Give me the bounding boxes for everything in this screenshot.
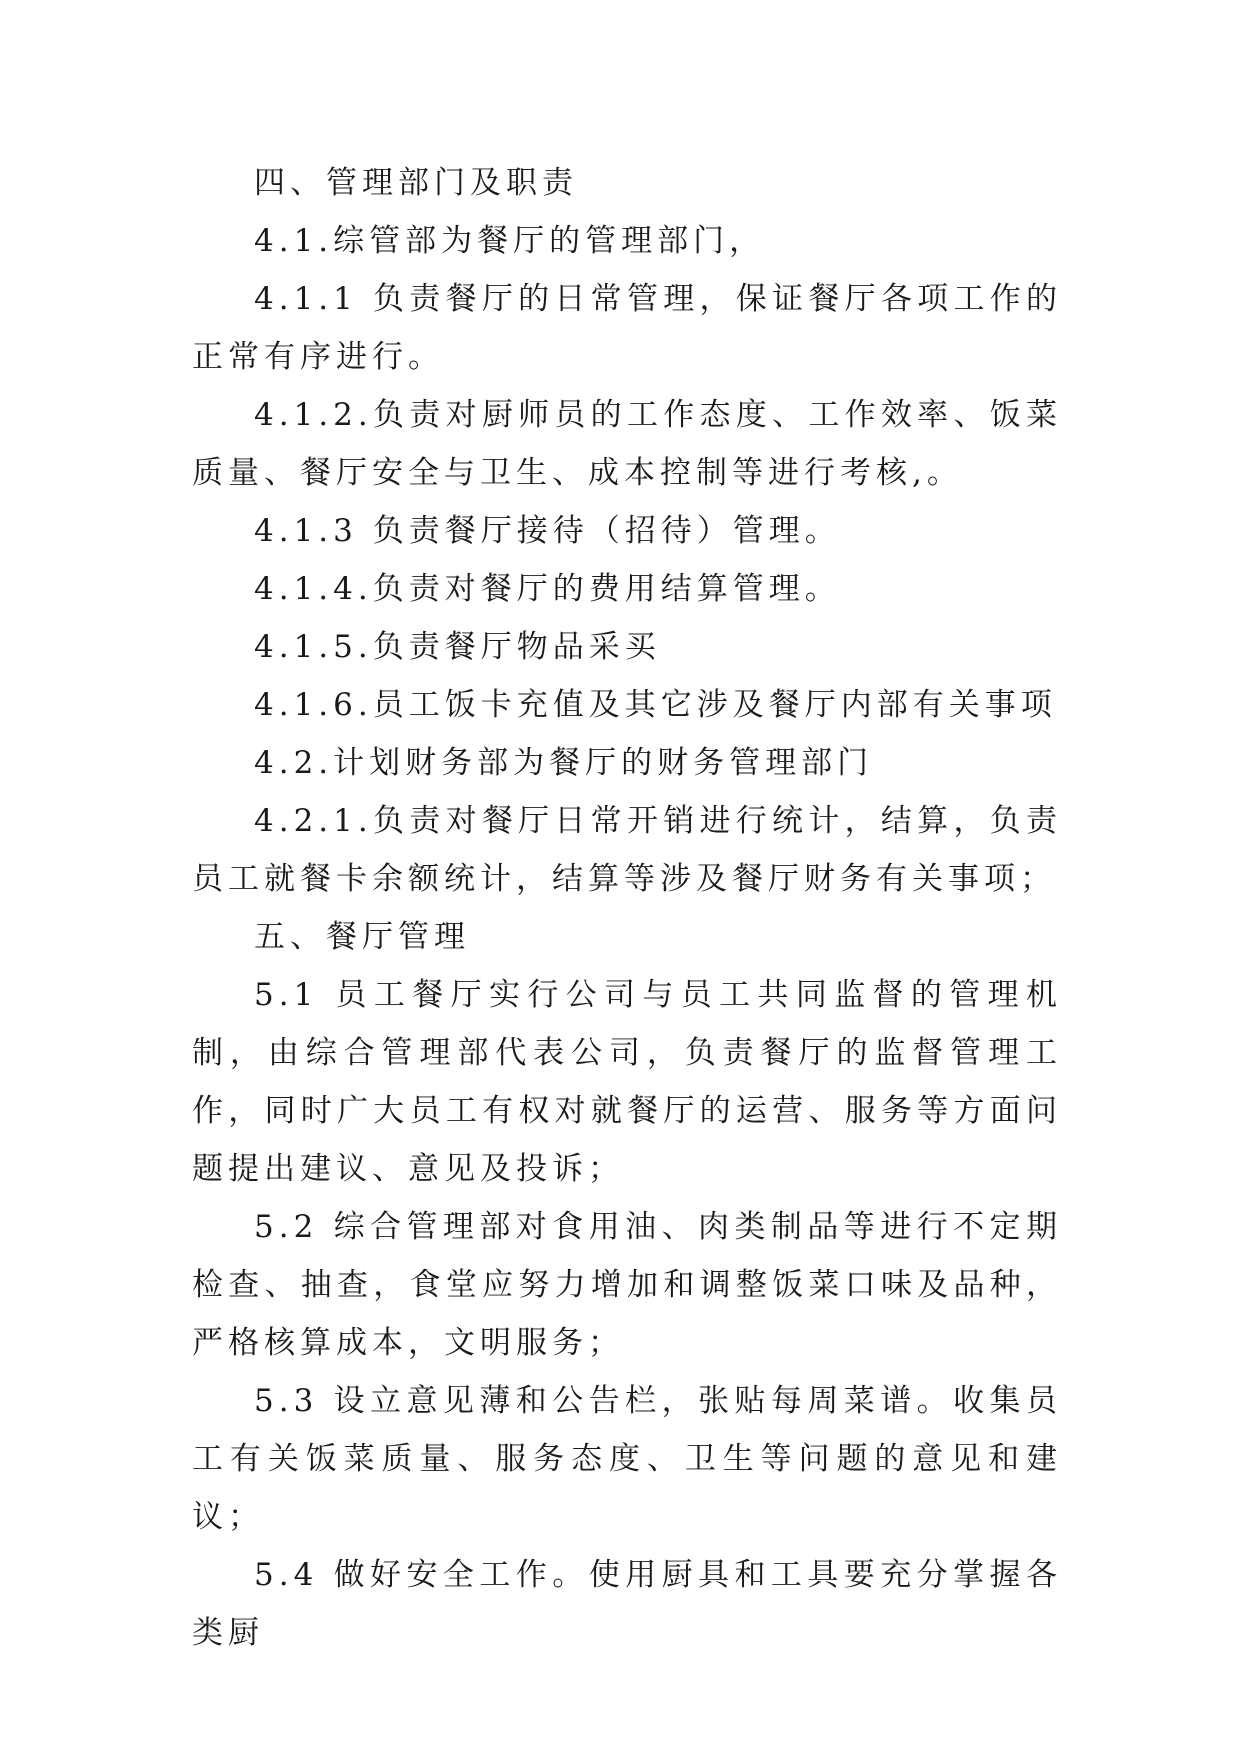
paragraph-4-1: 4.1.综管部为餐厅的管理部门， [254, 223, 766, 259]
paragraph-4-1-5: 4.1.5.负责餐厅物品采买 [254, 629, 661, 665]
paragraph-5-2: 5.2 综合管理部对食用油、肉类制品等进行不定期检查、抽查，食堂应努力增加和调整饭菜口味及品种，严格核算成本，文明服务； [192, 1209, 1062, 1361]
section-heading-5: 五、餐厅管理 [254, 919, 470, 955]
document-body [192, 154, 1062, 1662]
paragraph-4-1-3: 4.1.3 负责餐厅接待（招待）管理。 [254, 513, 841, 549]
paragraph-4-1-1: 4.1.1 负责餐厅的日常管理，保证餐厅各项工作的正常有序进行。 [192, 281, 1062, 375]
paragraph-4-1-4: 4.1.4.负责对餐厅的费用结算管理。 [254, 571, 841, 607]
paragraph-4-2: 4.2.计划财务部为餐厅的财务管理部门 [254, 745, 874, 781]
paragraph-4-1-2: 4.1.2.负责对厨师员的工作态度、工作效率、饭菜质量、餐厅安全与卫生、成本控制等进行考核,。 [192, 397, 1062, 491]
paragraph-5-4: 5.4 做好安全工作。使用厨具和工具要充分掌握各类厨 [192, 1557, 1062, 1651]
paragraph-5-1: 5.1 员工餐厅实行公司与员工共同监督的管理机制，由综合管理部代表公司，负责餐厅的监督管理工作，同时广大员工有权对就餐厅的运营、服务等方面问题提出建议、意见及投诉； [192, 977, 1062, 1187]
section-heading-4: 四、管理部门及职责 [254, 165, 578, 201]
paragraph-4-1-6: 4.1.6.员工饭卡充值及其它涉及餐厅内部有关事项 [254, 687, 1057, 723]
paragraph-5-3: 5.3 设立意见薄和公告栏，张贴每周菜谱。收集员工有关饭菜质量、服务态度、卫生等问题的意见和建议； [192, 1383, 1062, 1535]
paragraph-4-2-1: 4.2.1.负责对餐厅日常开销进行统计，结算，负责员工就餐卡余额统计，结算等涉及餐厅财务有关事项； [192, 803, 1062, 897]
